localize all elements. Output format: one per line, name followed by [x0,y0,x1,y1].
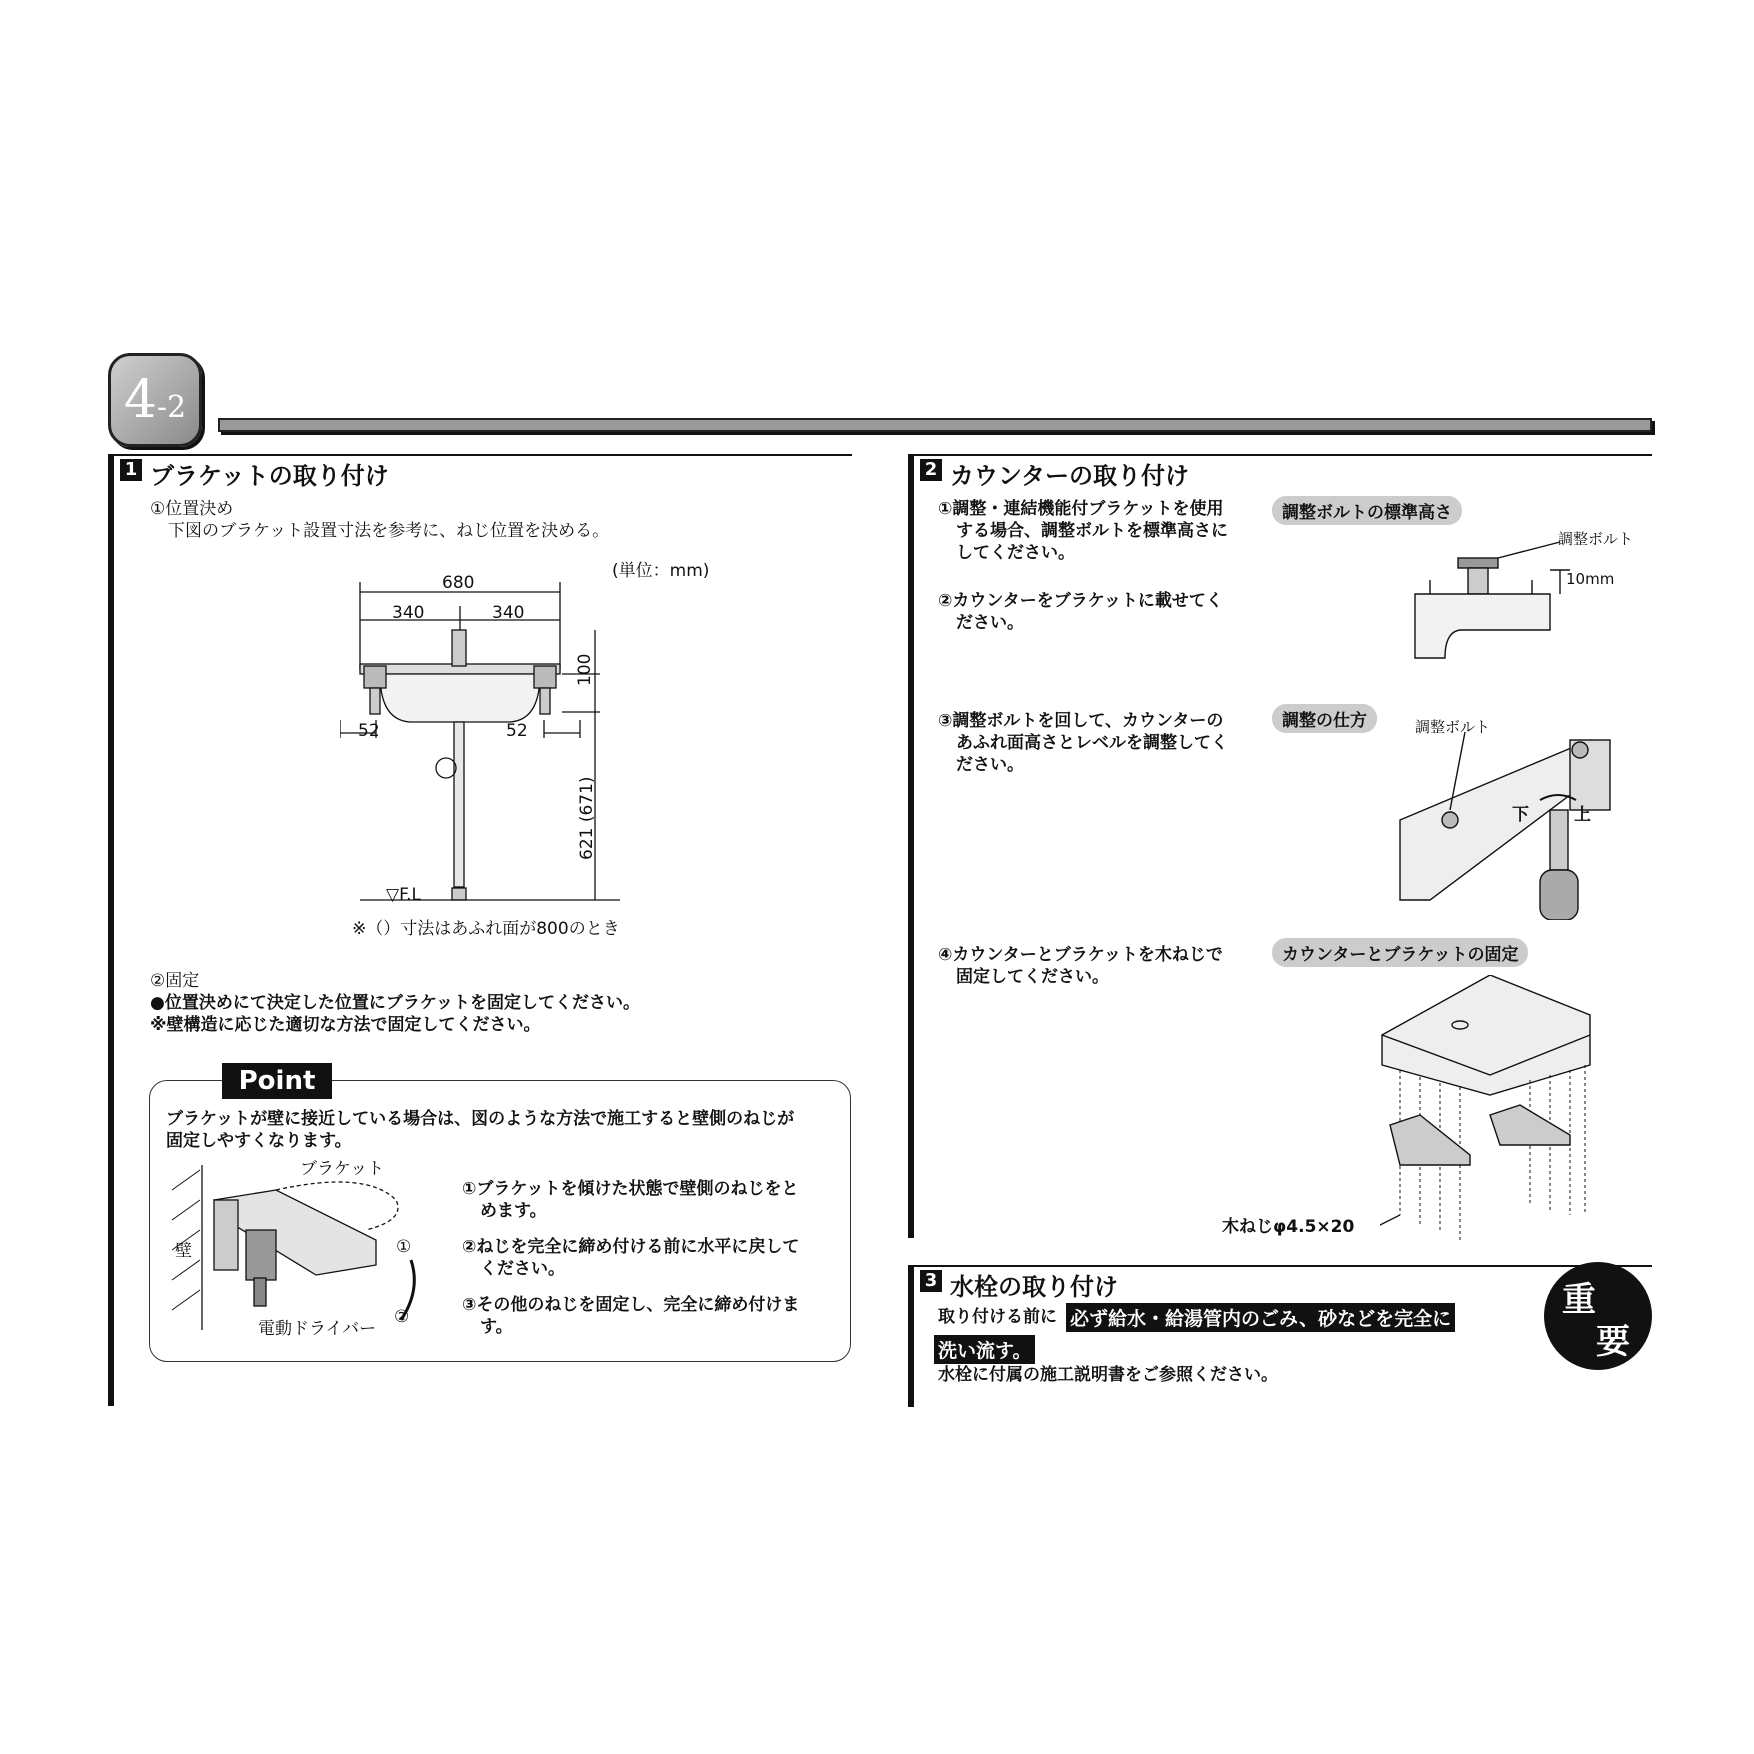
important-badge [1544,1262,1652,1370]
section3-column-rule [908,1265,914,1407]
point-item2-line1: ②ねじを完全に締め付ける前に水平に戻して [462,1237,800,1257]
important-badge-bottom: 要 [1596,1322,1630,1362]
standard-height-drawing [1410,540,1650,660]
fig2-bolt-label: 調整ボルト [1415,718,1491,736]
step1-title: ①位置決め [150,499,234,519]
dim-right: 340 [492,603,525,623]
point-intro-line2: 固定しやすくなります。 [166,1131,352,1151]
section3-highlight1: 必ず給水・給湯管内のごみ、砂などを完全に [1066,1303,1455,1332]
right-column-rule [908,454,914,1238]
point-item3-line1: ③その他のねじを固定し、完全に締め付けま [462,1295,800,1315]
important-badge-top: 重 [1562,1280,1596,1320]
pill-standard-height: 調整ボルトの標準高さ [1272,496,1462,525]
section3-number: 3 [920,1270,942,1292]
fig2-down-label: 下 [1512,805,1529,825]
s2-step3-line2: あふれ面高さとレベルを調整してく [956,733,1228,753]
section2-title: カウンターの取り付け [950,462,1190,490]
dim-floor-height: 621 (671) [577,776,597,860]
section1-number: 1 [120,459,142,481]
section2-number: 2 [920,459,942,481]
point-intro-line1: ブラケットが壁に接近している場合は、図のような方法で施工すると壁側のねじが [166,1109,795,1129]
fig1-dim-label: 10mm [1566,570,1615,588]
section1-title: ブラケットの取り付け [150,462,389,490]
point-item1-line1: ①ブラケットを傾けた状態で壁側のねじをと [462,1179,799,1199]
counter-fixing-drawing [1380,975,1650,1245]
s2-step1-line2: する場合、調整ボルトを標準高さに [956,521,1228,541]
dim-right-offset: 52 [506,721,528,741]
header-rule [218,418,1652,432]
floor-label: ▽F.L [386,885,421,905]
fig-step1-marker: ① [396,1237,412,1257]
fig-wall-label: 壁 [175,1241,192,1261]
dim-total: 680 [442,573,475,593]
s2-step2-line2: ださい。 [956,613,1024,633]
pill-fixing: カウンターとブラケットの固定 [1272,938,1528,967]
dim-left-offset: 52 [358,721,380,741]
dimension-note: ※（）寸法はあふれ面が800のとき [352,919,620,939]
s2-step1-line3: してください。 [956,543,1075,563]
step2-line2: ※壁構造に応じた適切な方法で固定してください。 [150,1015,541,1035]
section-badge-number: 4 [123,370,157,430]
step1-text: 下図のブラケット設置寸法を参考に、ねじ位置を決める。 [168,521,610,541]
s2-step3-line1: ③調整ボルトを回して、カウンターの [938,711,1224,731]
section-badge [108,353,202,447]
s2-step2-line1: ②カウンターをブラケットに載せてく [938,591,1223,611]
dim-left: 340 [392,603,425,623]
section3-line2: 水栓に付属の施工説明書をご参照ください。 [938,1365,1278,1385]
pill-adjustment: 調整の仕方 [1272,704,1377,733]
section3-title: 水栓の取り付け [950,1273,1118,1301]
fig-driver-label: 電動ドライバー [258,1319,377,1339]
point-label: Point [222,1063,332,1099]
section3-highlight2: 洗い流す。 [934,1335,1035,1364]
fig2-up-label: 上 [1574,805,1591,825]
section3-pre: 取り付ける前に [938,1307,1057,1327]
point-item2-line2: ください。 [480,1259,565,1279]
left-column-rule [108,454,114,1406]
point-item3-line2: す。 [480,1317,513,1337]
fig1-bolt-label: 調整ボルト [1558,530,1634,548]
s2-step4-line1: ④カウンターとブラケットを木ねじで [938,945,1223,965]
fig-bracket-label: ブラケット [300,1159,385,1179]
fig-step2-marker: ② [394,1307,410,1327]
unit-label: (単位：mm) [612,561,710,581]
fig3-screw-label: 木ねじφ4.5×20 [1222,1217,1355,1237]
step2-line1: ●位置決めにて決定した位置にブラケットを固定してください。 [150,993,640,1013]
step2-title: ②固定 [150,971,200,991]
s2-step1-line1: ①調整・連結機能付ブラケットを使用 [938,499,1224,519]
point-item1-line2: めます。 [480,1201,547,1221]
s2-step3-line3: ださい。 [956,755,1024,775]
s2-step4-line2: 固定してください。 [956,967,1109,987]
dim-height: 100 [575,653,595,686]
section-badge-sub: -2 [156,390,187,425]
